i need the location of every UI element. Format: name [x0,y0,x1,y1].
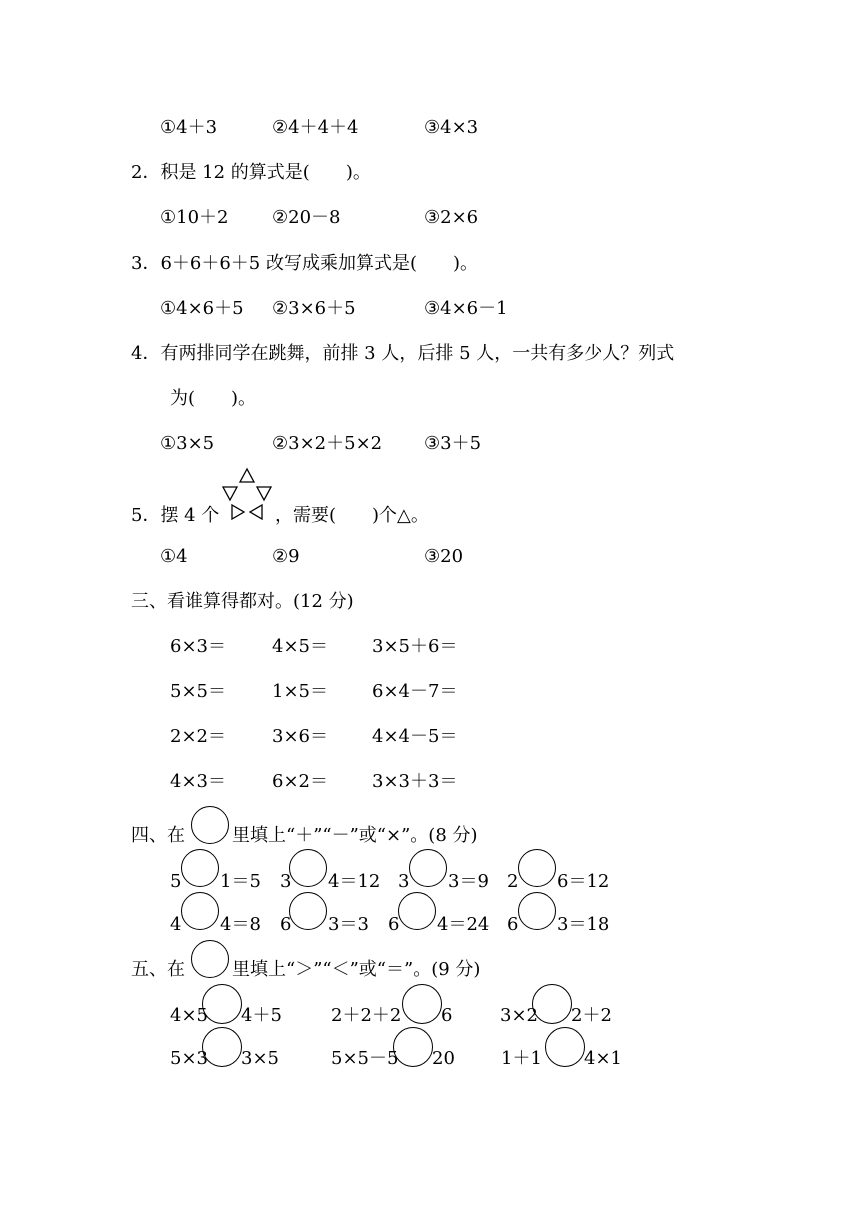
fill-left: 6 [388,914,400,935]
answer-circle[interactable] [289,849,327,887]
q3-text: 3．6＋6＋6＋5 改写成乘加算式是( )。 [131,253,479,274]
fill-right: 6＝12 [557,871,610,892]
answer-circle[interactable] [202,984,242,1024]
compare-left: 3×2 [500,1005,538,1026]
compare-left: 4×5 [170,1005,208,1026]
answer-circle[interactable] [181,849,219,887]
section-5-title-a: 五、在 [131,959,185,980]
q4-option-3: ③3＋5 [424,433,482,454]
q4-option-1: ①3×5 [160,433,215,454]
q1-option-3: ③4×3 [424,117,479,138]
q4-text: 4．有两排同学在跳舞，前排 3 人，后排 5 人，一共有多少人？列式 [131,343,675,364]
compare-left: 1＋1 [501,1048,542,1069]
circle-blank-icon [191,940,229,978]
section-4-title-b: 里填上“＋”“－”或“×”。(8 分) [232,825,478,846]
q5-option-3: ③20 [424,546,464,567]
answer-circle[interactable] [518,892,556,930]
q1-option-1: ①4＋3 [160,117,218,138]
answer-circle[interactable] [398,892,436,930]
compare-right: 4＋5 [241,1005,282,1026]
answer-circle[interactable] [409,849,447,887]
calc-item: 3×3＋3＝ [372,771,458,792]
compare-right: 3×5 [241,1048,279,1069]
fill-right: 3＝9 [448,871,489,892]
compare-right: 4×1 [584,1048,622,1069]
fill-right: 4＝24 [437,914,490,935]
q2-option-2: ②20－8 [272,207,341,228]
q3-option-1: ①4×6＋5 [160,298,244,319]
q5-option-1: ①4 [160,546,188,567]
answer-circle[interactable] [202,1027,242,1067]
section-4-title-a: 四、在 [131,825,185,846]
answer-circle[interactable] [393,1027,433,1067]
compare-right: 20 [432,1048,455,1069]
section-5-title-b: 里填上“＞”“＜”或“＝”。(9 分) [232,959,481,980]
fill-left: 5 [170,871,182,892]
section-3-title: 三、看谁算得都对。(12 分) [131,591,354,612]
q4-option-2: ②3×2＋5×2 [272,433,383,454]
fill-right: 4＝8 [220,914,261,935]
answer-circle[interactable] [545,1027,585,1067]
compare-left: 5×3 [170,1048,208,1069]
fill-right: 4＝12 [328,871,381,892]
answer-circle[interactable] [532,984,572,1024]
calc-item: 4×4－5＝ [372,726,458,747]
q1-option-2: ②4＋4＋4 [272,117,359,138]
q4-text-line2: 为( )。 [170,388,257,409]
answer-circle[interactable] [289,892,327,930]
answer-circle[interactable] [181,892,219,930]
answer-circle[interactable] [518,849,556,887]
compare-left: 2＋2＋2 [331,1005,402,1026]
q5-text-prefix: 5．摆 4 个 [131,505,220,526]
q3-option-2: ②3×6＋5 [272,298,356,319]
calc-item: 4×3＝ [170,771,226,792]
compare-left: 5×5－5 [331,1048,399,1069]
q2-option-1: ①10＋2 [160,207,229,228]
calc-item: 6×3＝ [170,636,226,657]
compare-right: 6 [441,1005,453,1026]
fill-right: 3＝18 [557,914,610,935]
circle-blank-icon [191,806,229,844]
calc-item: 2×2＝ [170,726,226,747]
calc-item: 6×4－7＝ [372,681,458,702]
calc-item: 6×2＝ [272,771,328,792]
calc-item: 3×5＋6＝ [372,636,458,657]
calc-item: 3×6＝ [272,726,328,747]
fill-left: 6 [280,914,292,935]
q2-option-3: ③2×6 [424,207,479,228]
answer-circle[interactable] [402,984,442,1024]
compare-right: 2＋2 [571,1005,612,1026]
fill-right: 1＝5 [220,871,261,892]
calc-item: 4×5＝ [272,636,328,657]
q3-option-3: ③4×6－1 [424,298,508,319]
fill-right: 3＝3 [328,914,369,935]
fill-left: 4 [170,914,182,935]
q2-text: 2．积是 12 的算式是( )。 [131,162,371,183]
triangle-pentagon-icon [221,467,273,521]
fill-left: 3 [398,871,410,892]
q5-option-2: ②9 [272,546,300,567]
calc-item: 1×5＝ [272,681,328,702]
q5-text-suffix: ，需要( )个△。 [275,505,429,526]
calc-item: 5×5＝ [170,681,226,702]
fill-left: 2 [507,871,519,892]
fill-left: 3 [280,871,292,892]
fill-left: 6 [507,914,519,935]
